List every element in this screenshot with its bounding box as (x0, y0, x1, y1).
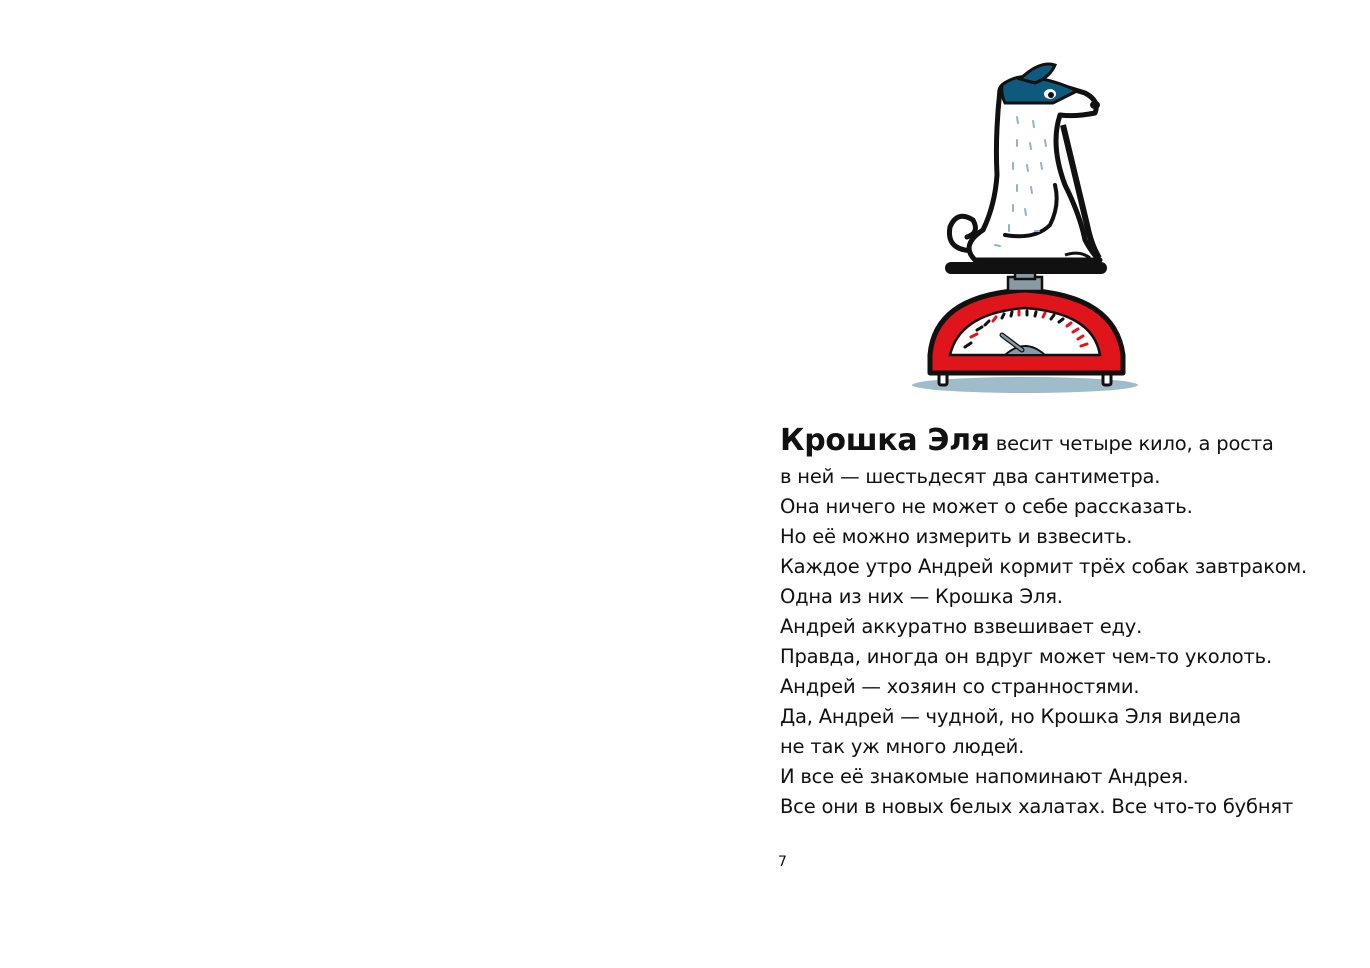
text-line: Андрей аккуратно взвешивает еду. (780, 615, 1143, 638)
character-name-heading: Крошка Эля (780, 423, 990, 458)
text-line: И все её знакомые напоминают Андрея. (780, 765, 1189, 788)
text-line: Но её можно измерить и взвесить. (780, 525, 1133, 548)
text-line: Она ничего не может о себе рассказать. (780, 495, 1193, 518)
text-line: в ней — шестьдесят два сантиметра. (780, 465, 1161, 488)
text-line: Все они в новых белых халатах. Все что-то бубнят (780, 795, 1294, 818)
dog-on-scale-illustration (905, 55, 1145, 400)
text-line: Андрей — хозяин со странностями. (780, 675, 1140, 698)
story-text (780, 420, 1340, 822)
page-number: 7 (778, 854, 787, 870)
text-line: Да, Андрей — чудной, но Крошка Эля видела (780, 705, 1242, 728)
text-line: не так уж много людей. (780, 735, 1025, 758)
text-line-1 (780, 420, 1340, 462)
text-line: Одна из них — Крошка Эля. (780, 585, 1063, 608)
dog-nose (1090, 101, 1100, 109)
text-line: Правда, иногда он вдруг может чем-то уколоть. (780, 645, 1272, 668)
scale-platform (945, 262, 1107, 274)
text-line: Каждое утро Андрей кормит трёх собак завтраком. (780, 555, 1308, 578)
text-line-1-rest: весит четыре кило, а роста (995, 432, 1274, 455)
